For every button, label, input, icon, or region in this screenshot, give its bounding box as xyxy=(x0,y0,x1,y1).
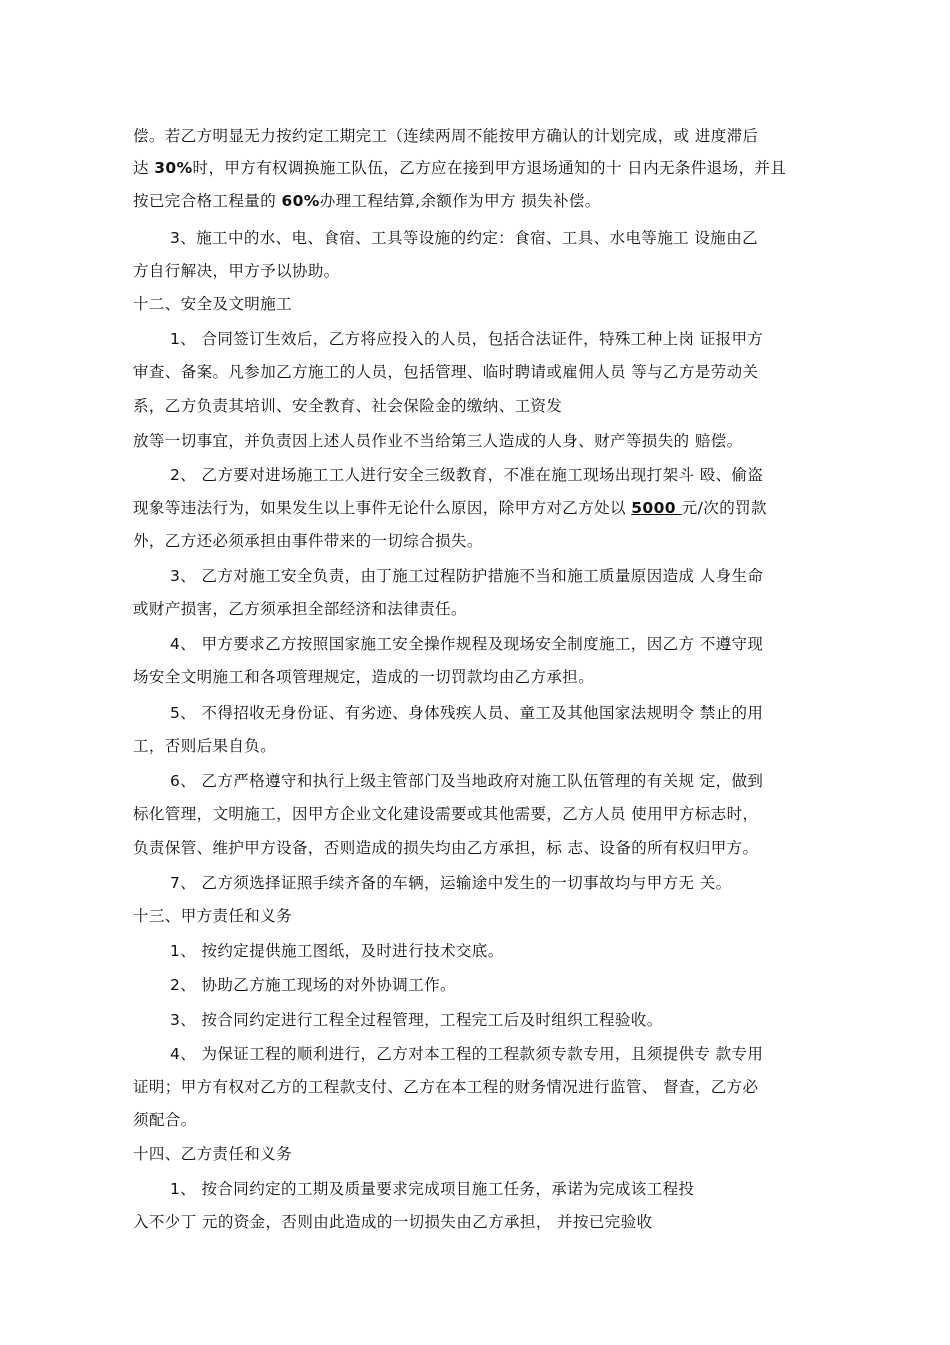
text-line: 按已完合格工程量的 60%办理工程结算,余额作为甲方 损失补偿。 xyxy=(133,192,601,210)
text-line: 7、 乙方须选择证照手续齐备的车辆，运输途中发生的一切事故均与甲方无 关。 xyxy=(170,874,732,892)
text-line: 1、 按合同约定的工期及质量要求完成项目施工任务，承诺为完成该工程投 xyxy=(170,1180,695,1198)
section-heading: 十三、甲方责任和义务 xyxy=(133,907,293,925)
text-line: 5、 不得招收无身份证、有劣迹、身体残疾人员、童工及其他国家法规明令 禁止的用 xyxy=(170,704,764,722)
text-line: 审查、备案。凡参加乙方施工的人员，包括管理、临时聘请或雇佣人员 等与乙方是劳动关 xyxy=(133,363,759,381)
text-line: 工，否则后果自负。 xyxy=(133,737,277,755)
text-line: 证明；甲方有权对乙方的工程款支付、乙方在本工程的财务情况进行监管、 督查，乙方必 xyxy=(133,1078,759,1096)
text-line: 4、 为保证工程的顺利进行，乙方对本工程的工程款须专款专用，且须提供专 款专用 xyxy=(170,1045,764,1063)
text-line: 偿。若乙方明显无力按约定工期完工（连续两周不能按甲方确认的计划完成，或 进度滞后 xyxy=(133,127,759,145)
text-line: 6、 乙方严格遵守和执行上级主管部门及当地政府对施工队伍管理的有关规 定，做到 xyxy=(170,772,764,790)
text-line: 系，乙方负责其培训、安全教育、社会保险金的缴纳、工资发 xyxy=(133,397,563,415)
text-line: 1、 按约定提供施工图纸，及时进行技术交底。 xyxy=(170,942,504,960)
section-heading: 十四、乙方责任和义务 xyxy=(133,1145,293,1163)
text-line: 4、 甲方要求乙方按照国家施工安全操作规程及现场安全制度施工，因乙方 不遵守现 xyxy=(170,635,764,653)
text-line: 1、 合同签订生效后，乙方将应投入的人员，包括合法证件，特殊工种上岗 证报甲方 xyxy=(170,330,764,348)
text-line: 标化管理，文明施工，因甲方企业文化建设需要或其他需要，乙方人员 使用甲方标志时， xyxy=(133,805,759,823)
text-line: 达 30%时，甲方有权调换施工队伍，乙方应在接到甲方退场通知的十 日内无条件退场，并且 xyxy=(133,159,787,177)
section-heading: 十二、安全及文明施工 xyxy=(133,295,293,313)
text-line: 现象等违法行为，如果发生以上事件无论什么原因，除甲方对乙方处以 5000 元/次的罚款 xyxy=(133,499,767,517)
text-line: 3、施工中的水、电、食宿、工具等设施的约定：食宿、工具、水电等施工 设施由乙 xyxy=(170,229,758,247)
text-line: 3、 乙方对施工安全负责，由丁施工过程防护措施不当和施工质量原因造成 人身生命 xyxy=(170,567,764,585)
text-line: 2、 乙方要对进场施工工人进行安全三级教育，不准在施工现场出现打架斗 殴、偷盗 xyxy=(170,466,764,484)
text-line: 或财产损害，乙方须承担全部经济和法律责任。 xyxy=(133,600,467,618)
text-line: 3、 按合同约定进行工程全过程管理，工程完工后及时组织工程验收。 xyxy=(170,1011,663,1029)
text-line: 放等一切事宜，并负责因上述人员作业不当给第三人造成的人身、财产等损失的 赔偿。 xyxy=(133,432,743,450)
text-line: 入不少丁 元的资金，否则由此造成的一切损失由乙方承担， 并按已完验收 xyxy=(133,1213,653,1231)
text-line: 场安全文明施工和各项管理规定，造成的一切罚款均由乙方承担。 xyxy=(133,668,595,686)
text-line: 须配合。 xyxy=(133,1111,197,1129)
text-line: 外，乙方还必须承担由事件带来的一切综合损失。 xyxy=(133,532,483,550)
text-line: 2、 协助乙方施工现场的对外协调工作。 xyxy=(170,976,456,994)
text-line: 负责保管、维护甲方设备，否则造成的损失均由乙方承担，标 志、设备的所有权归甲方。 xyxy=(133,839,759,857)
text-line: 方自行解决，甲方予以协助。 xyxy=(133,262,340,280)
